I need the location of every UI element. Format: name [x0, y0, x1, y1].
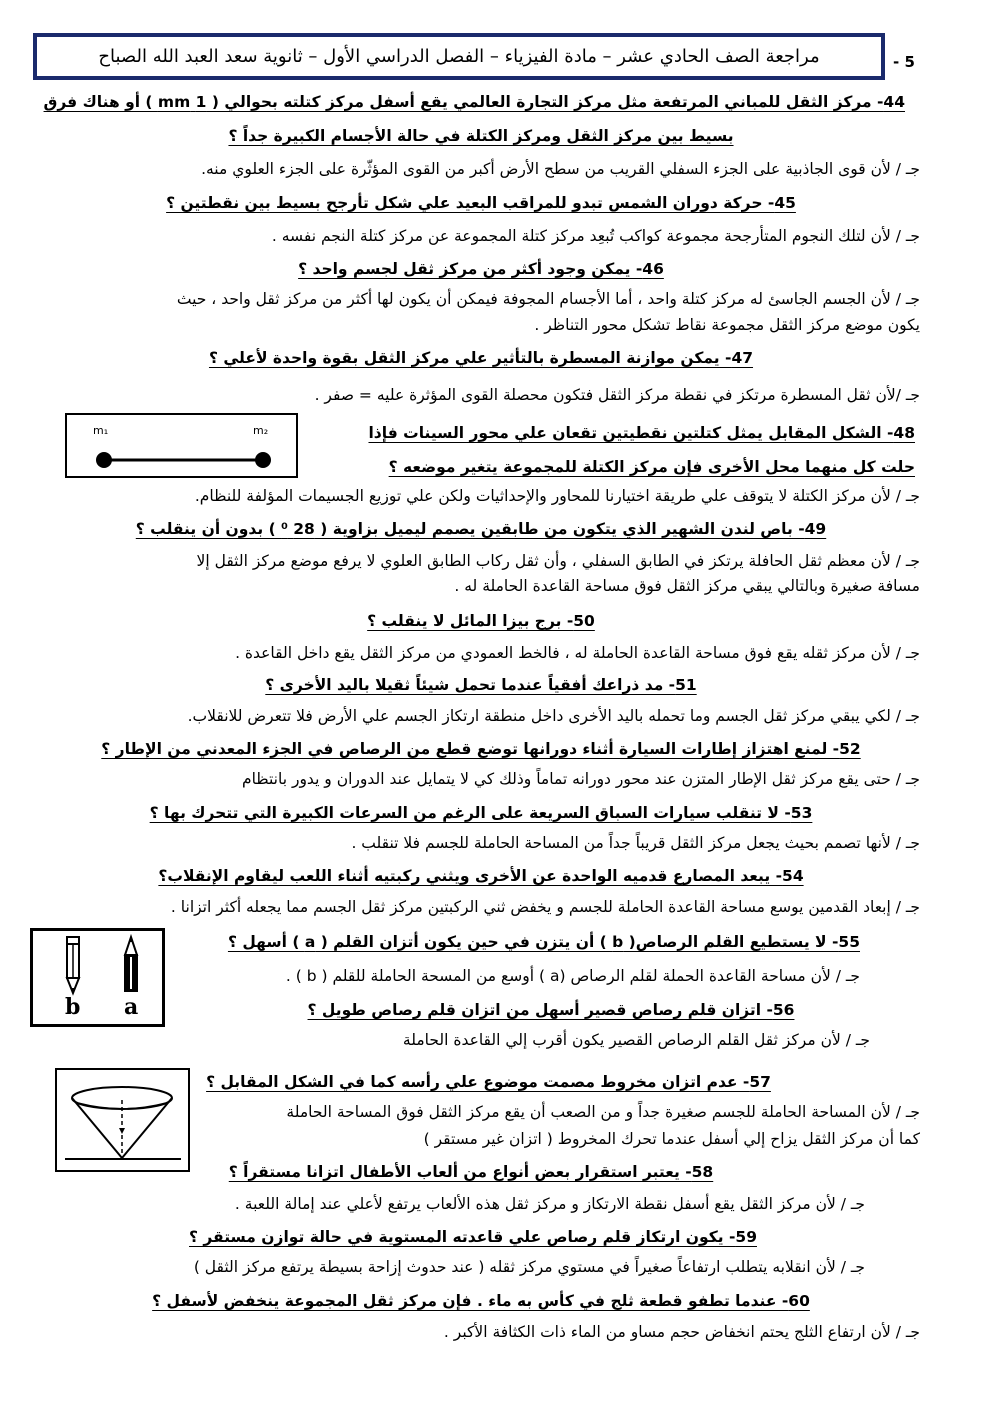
question-58: 58- يعتبر استقرار بعض أنواع من ألعاب الأطفال اتزانا مستقراً ؟: [228, 1163, 714, 1181]
answer-55: جـ / لأن مساحة القاعدة الحملة لقلم الرصاص (a ) أوسع من المسحة الحاملة للقلم ( b ) .: [285, 967, 860, 985]
answer-60: جـ / لأن ارتفاع الثلج يحتم انخفاض حجم مساو من الماء ذات الكثافة الأكبر .: [443, 1323, 920, 1341]
answer-53: جـ / لأنها تصمم بحيث يجعل مركز الثقل قريباً جداً من المساحة الحاملة للجسم فلا تنقلب .: [351, 834, 920, 852]
answer-50: جـ / لأن مركز ثقله يقع فوق مساحة القاعدة الحاملة له ، فالخط العمودي من مركز الثقل يقع داخل القاعدة .: [235, 644, 920, 662]
pencil-label-a: a: [124, 994, 139, 1020]
answer-47: جـ /لأن ثقل المسطرة مرتكز في نقطة مركز الثقل فتكون محصلة القوى المؤثرة عليه = صفر .: [314, 386, 920, 404]
cone-diagram: [57, 1070, 188, 1170]
question-49: 49- باص لندن الشهير الذي يتكون من طابقين يصمم ليميل بزاوية ( 28 ⁰ ) بدون أن ينقلب ؟: [135, 520, 827, 538]
cone-base-ellipse: [72, 1087, 172, 1109]
question-50: 50- برج بيزا المائل لا ينقلب ؟: [367, 612, 595, 630]
answer-49-line-1: جـ / لأن معظم ثقل الحافلة يرتكز في الطابق السفلي ، وأن ثقل ركاب الطابق العلوي لا يرفع موضع مركز الثقل إلا: [196, 552, 920, 570]
question-48-line-1: 48- الشكل المقابل يمثل كتلتين نقطيتين تقعان علي محور السينات فإذا: [368, 424, 915, 442]
question-55: 55- لا يستطيع القلم الرصاص( b ) أن يتزن في حين يكون أتزان القلم ( a ) أسهل ؟: [227, 933, 860, 951]
answer-49-line-2: مسافة صغيرة وبالتالي يبقي مركز الثقل فوق مساحة القاعدة الحاملة له .: [454, 577, 920, 595]
cone-axis-arrow: [119, 1128, 125, 1134]
question-51: 51- مد ذراعك أفقياً عندما تحمل شيئاً ثقيلا باليد الأخرى ؟: [265, 676, 697, 694]
answer-52: جـ / حتى يقع مركز ثقل الإطار المتزن عند محور دورانه تماماً وذلك كي لا يتمايل عند الدوران و يدور بانتظام: [241, 770, 920, 788]
page-number: - 5: [893, 53, 915, 71]
question-48-line-2: حلت كل منهما محل الأخرى فإن مركز الكتلة للمجموعة يتغير موضعه ؟: [388, 458, 915, 476]
figure-inverted-cone: [55, 1068, 190, 1172]
question-57: 57- عدم اتزان مخروط مصمت موضوع علي رأسه كما في الشكل المقابل ؟: [206, 1073, 771, 1091]
mass-label-m2: m₂: [253, 424, 269, 437]
answer-58: جـ / لأن مركز الثقل يقع أسفل نقطة الارتكاز و مركز ثقل هذه الألعاب يرتفع لأعلي عند إمالة اللعبة .: [234, 1195, 865, 1213]
mass-label-m1: m₁: [93, 424, 109, 437]
point-mass-m1: [96, 452, 112, 468]
question-54: 54- يبعد المصارع قدميه الواحدة عن الأخرى ويثني ركبتيه أثناء اللعب ليقاوم الإنقلاب؟: [158, 867, 804, 885]
answer-57-line-2: كما أن مركز الثقل يزاح إلي أسفل عندما تحرك المخروط ( اتزان غير مستقر ): [423, 1130, 920, 1148]
pencils-diagram: [33, 931, 162, 1024]
answer-51: جـ / لكي يبقي مركز ثقل الجسم وما تحمله باليد الأخرى داخل منطقة ارتكاز الجسم علي الأرض فلا تتعرض للانقلاب.: [187, 707, 920, 725]
answer-57-line-1: جـ / لأن المساحة الحاملة للجسم صغيرة جداً و من الصعب أن يقع مركز الثقل فوق المساحة الحاملة: [286, 1103, 920, 1121]
point-mass-m2: [255, 452, 271, 468]
header-title: مراجعة الصف الحادي عشر – مادة الفيزياء – الفصل الدراسي الأول – ثانوية سعد العبد الله الصباح: [98, 46, 820, 67]
question-60: 60- عندما تطفو قطعة ثلج في كأس به ماء . فإن مركز ثقل المجموعة ينخفض لأسفل ؟: [152, 1292, 810, 1310]
question-56: 56- اتزان قلم رصاص قصير أسهل من اتزان قلم رصاص طويل ؟: [307, 1001, 795, 1019]
figure-two-point-masses: [65, 413, 298, 478]
question-53: 53- لا تنقلب سيارات السباق السريعة على الرغم من السرعات الكبيرة التي تتحرك بها ؟: [149, 804, 813, 822]
answer-45: جـ / لأن لتلك النجوم المتأرجحة مجموعة كواكب تُبعِد مركز كتلة المجموعة عن مركز كتلة النجم نفسه .: [271, 227, 920, 245]
question-52: 52- لمنع اهتزاز إطارات السيارة أثناء دورانها توضع قطع من الرصاص في الجزء المعدني من الإطار ؟: [101, 740, 861, 758]
header-box: [33, 33, 885, 80]
question-44-line-2: بسيط بين مركز الثقل ومركز الكتلة في حالة الأجسام الكبيرة جداً ؟: [228, 127, 734, 145]
answer-44-line-1: جـ / لأن قوى الجاذبية على الجزء السفلي القريب من سطح الأرض أكبر من القوى المؤثّرة على الجزء العلوي منه.: [201, 160, 920, 178]
question-46: 46- يمكن وجود أكثر من مركز ثقل لجسم واحد ؟: [298, 260, 664, 278]
question-47: 47- يمكن موازنة المسطرة بالتأثير علي مركز الثقل بقوة واحدة لأعلي ؟: [208, 349, 754, 367]
answer-56: جـ / لأن مركز ثقل القلم الرصاص القصير يكون أقرب إلي القاعدة الحاملة: [402, 1031, 870, 1049]
question-59: 59- يكون ارتكاز قلم رصاص علي قاعدته المستوية في حالة توازن مستقر ؟: [189, 1228, 757, 1246]
answer-46-line-2: يكون موضع مركز الثقل مجموعة نقاط تشكل محور التناظر .: [534, 316, 920, 334]
figure-two-pencils: [30, 928, 165, 1027]
pencil-b-eraser: [67, 937, 79, 944]
answer-48: جـ / لأن مركز الكتلة لا يتوقف علي طريقة اختيارنا للمحاور والإحداثيات ولكن علي توزيع الجسيمات المؤلفة للنظام.: [194, 487, 920, 505]
pencil-label-b: b: [65, 994, 81, 1020]
answer-54: جـ / إبعاد القدمين يوسع مساحة القاعدة الحاملة للجسم و يخفض ثني الركبتين مركز ثقل الجسم مما يجعله أكثر اتزانا .: [170, 898, 920, 916]
answer-46-line-1: جـ / لأن الجسم الجاسئ له مركز كتلة واحد ، أما الأجسام المجوفة فيمكن أن يكون لها أكثر من مركز ثقل واحد ، حيث: [176, 290, 920, 308]
question-44-line-1: 44- مركز الثقل للمباني المرتفعة مثل مركز التجارة العالمي يقع أسفل مركز كتلته بحوالي ( 1 mm ) أو هناك فرق: [43, 93, 905, 111]
question-45: 45- حركة دوران الشمس تبدو للمراقب البعيد علي شكل تأرجح بسيط بين نقطتين ؟: [166, 194, 796, 212]
answer-59: جـ / لأن انقلابه يتطلب ارتفاعاً صغيراً في مستوي مركز ثقله ( عند حدوث إزاحة بسيطة يرتفع مركز الثقل ): [193, 1258, 865, 1276]
